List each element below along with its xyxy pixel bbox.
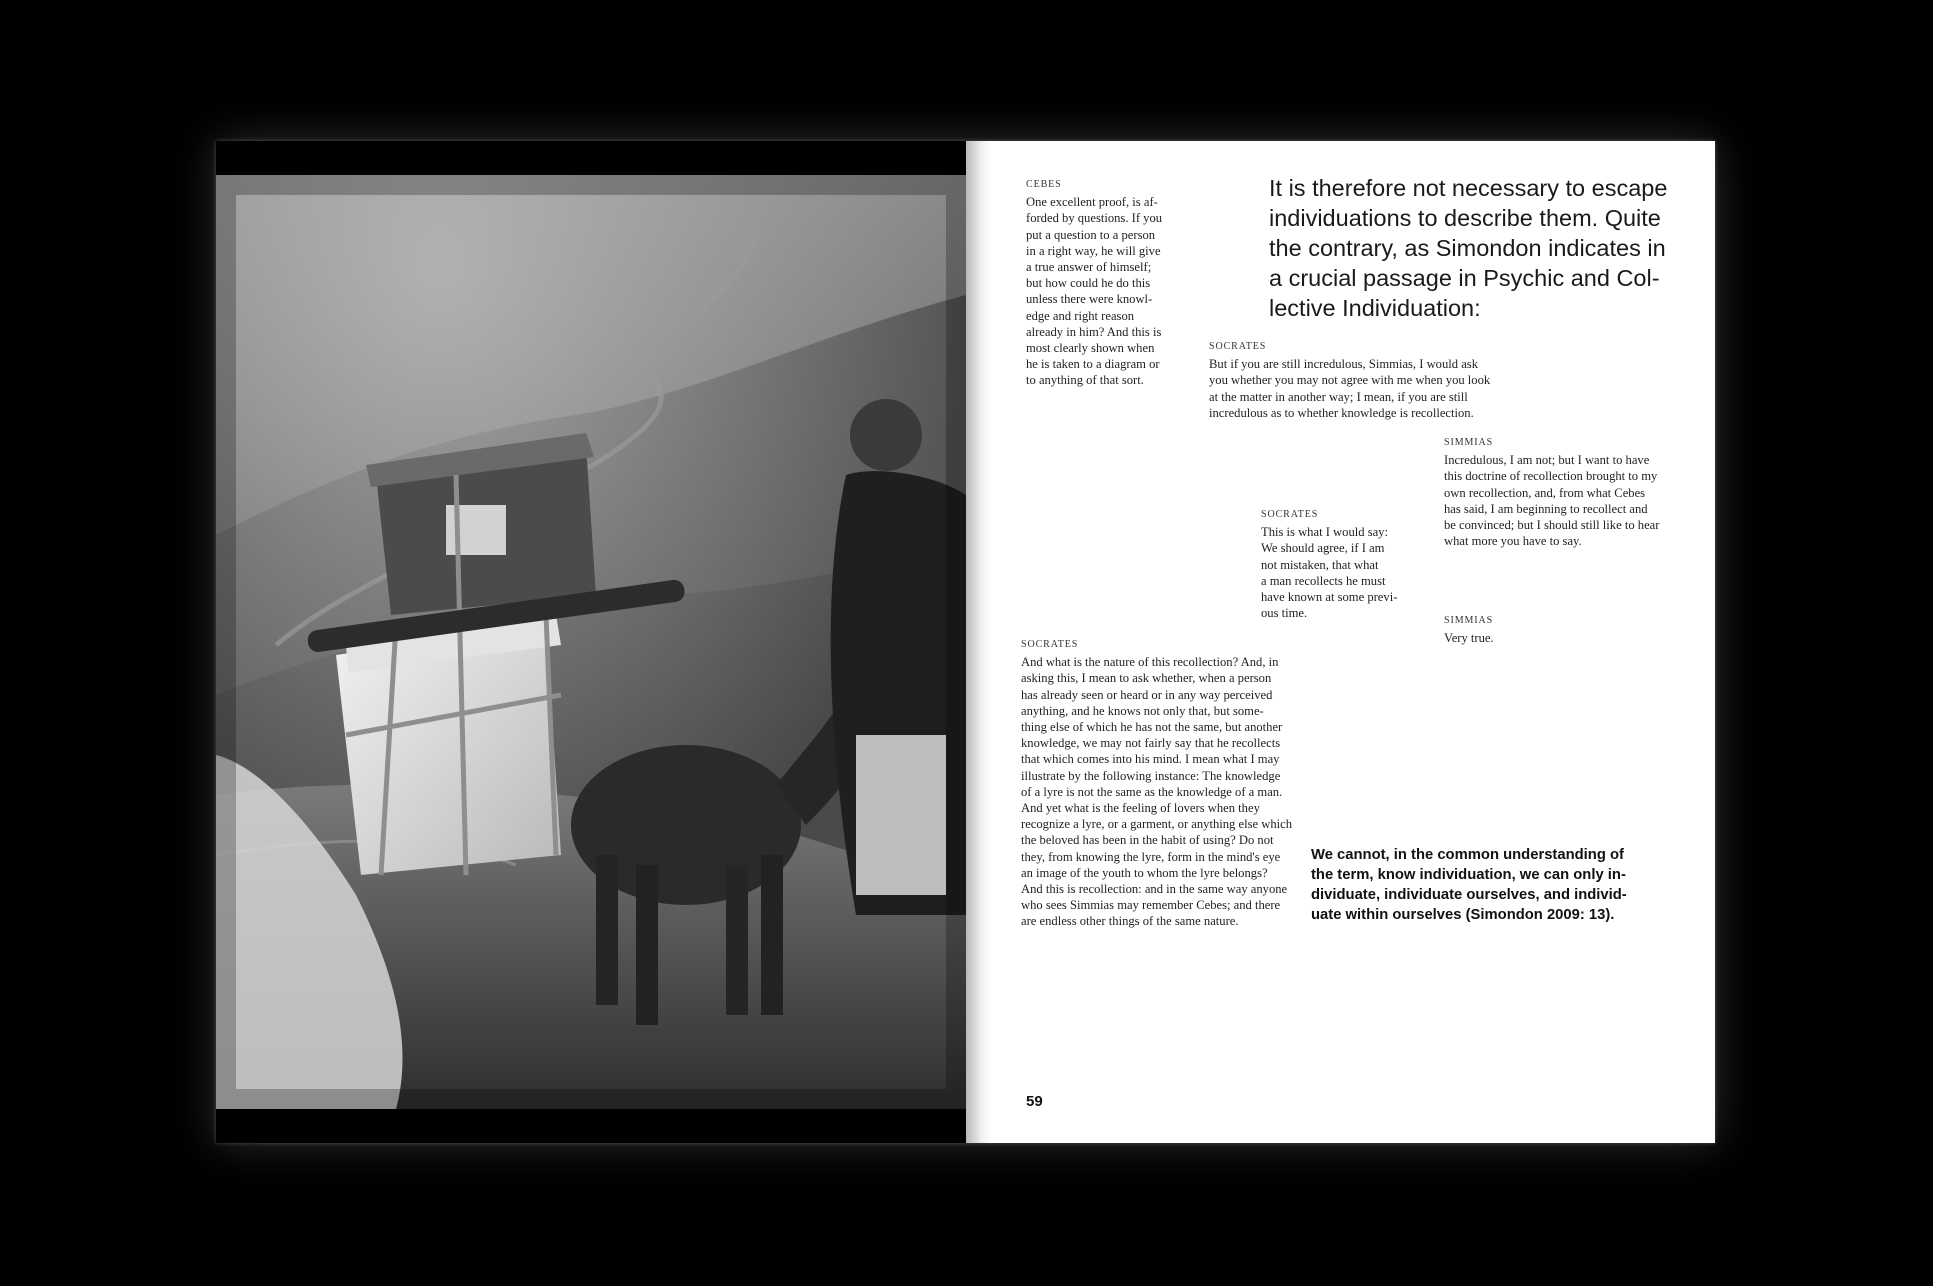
dialogue-text: Very true.	[1444, 631, 1494, 646]
dialogue-text: This is what I would say: We should agree, if I am not mistaken, that what a man recollects he must have known at some previ- ous time.	[1261, 525, 1398, 621]
dialogue-text: But if you are still incredulous, Simmias, I would ask you whether you may not agree with me when you look at the matter in another way; I mean, if you are still incredulous as to whether knowledge is recollection.	[1209, 357, 1491, 420]
photo-illustration	[216, 175, 966, 1109]
dialogue-text: Incredulous, I am not; but I want to have this doctrine of recollection brought to my own recollection, and, from what Cebes has said, I am beginning to recollect and be convinced; but I should still like to hear what more you have to say.	[1444, 453, 1660, 549]
dialogue-cebes	[1026, 177, 1176, 389]
right-page	[966, 141, 1715, 1143]
left-page	[216, 141, 966, 1143]
book-spread	[216, 141, 1715, 1143]
dialogue-socrates-3	[1021, 637, 1321, 930]
section-heading: It is therefore not necessary to escape individuations to describe them. Quite the contrary, as Simondon indicates in a crucial passage in Psychic and Col- lective Individuation:	[1269, 175, 1668, 321]
dialogue-text: One excellent proof, is af- forded by questions. If you put a question to a person in a right way, he will give a true answer of himself; but how could he do this unless there were knowl- edge and right reason already in him? And this is most clearly shown when he is taken to a diagram or to anything of that sort.	[1026, 195, 1163, 388]
dialogue-socrates-2	[1261, 507, 1421, 621]
page-gutter-shadow	[966, 141, 992, 1143]
speaker-label: SIMMIAS	[1444, 615, 1494, 626]
speaker-label: SOCRATES	[1209, 341, 1267, 352]
simondon-quote: We cannot, in the common understanding of the term, know individuation, we can only in- dividuate, individuate ourselves, and individ- uate within ourselves (Simondon 2009: 13).	[1311, 847, 1627, 923]
speaker-label: CEBES	[1026, 179, 1062, 190]
speaker-label: SOCRATES	[1261, 509, 1319, 520]
photo-man-loading-donkey	[216, 175, 966, 1109]
dialogue-text: And what is the nature of this recollection? And, in asking this, I mean to ask whether, when a person has already seen or heard or in any way perceived anything, and he knows not only that, but some- thing else of which he has not the same, but another knowledge, we may not fairly say that he recollects that which comes into his mind. I mean what I may illustrate by the following instance: The knowledge of a lyre is not the same as the knowledge of a man. And yet what is the feeling of lovers when they recognize a lyre, or a garment, or anything else which the beloved has been in the habit of using? Do not they, from knowing the lyre, form in the mind's eye an image of the youth to whom the lyre belongs? And this is recollection: and in the same way anyone who sees Simmias may remember Cebes; and there are endless other things of the same nature.	[1021, 655, 1293, 929]
speaker-label: SOCRATES	[1021, 639, 1079, 650]
dialogue-simmias-2	[1444, 613, 1594, 646]
dialogue-simmias-1	[1444, 435, 1694, 549]
speaker-label: SIMMIAS	[1444, 437, 1494, 448]
dialogue-socrates-1	[1209, 339, 1529, 421]
page-number: 59	[1026, 1093, 1043, 1110]
